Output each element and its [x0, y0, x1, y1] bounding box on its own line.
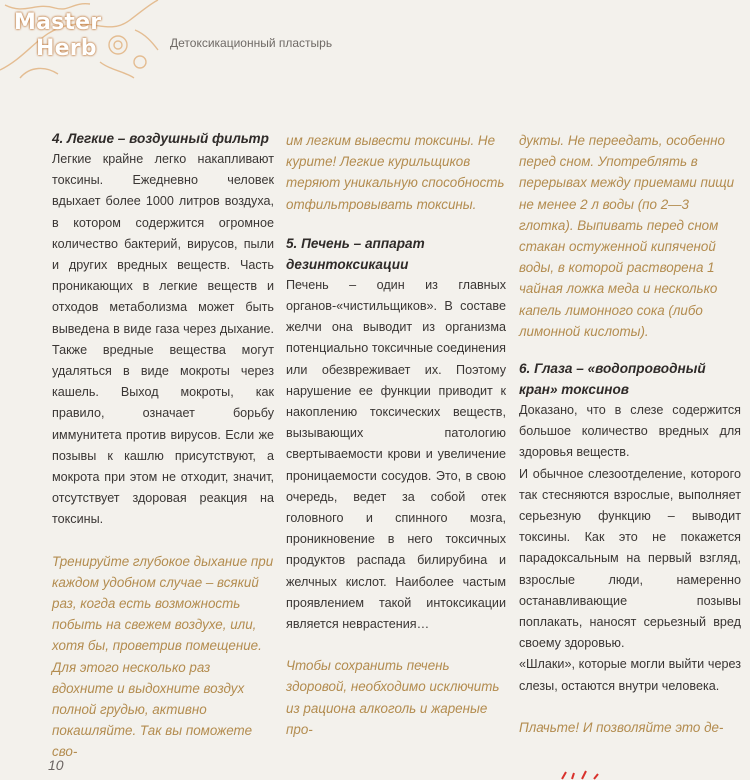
section-4-body: Легкие крайне легко накапливают токсины. Ежедневно человек вдыхает более 1000 литров воздуха, в котором содержится огромное количество бактерий, вирусов, пыли и других вредных веществ. Часть проникающих в легкие веществ и отходов метаболизма может быть выведена в виде газа через дыхание. Также вредные вещества могут удаляться в виде мокроты через кашель. Выход мокроты, как правило, означает борьбу иммунитета против вирусов. Если же позывы к кашлю присутствуют, а мокрота при этом не отходит, значит, отсутствует здоровая реакция на токсины. — [52, 152, 274, 527]
section-5-advice-continued: дукты. Не переедать, особенно перед сном. Употреблять в перерывах между приемами пищи не менее 2 л воды (по 2—3 глотка). Выпивать перед сном стакан остуженной кипяченой воды, в которой растворена 1 чайная ложка меда и несколько капель лимонного сока (либо лимонной кислоты). — [519, 133, 735, 339]
page-number: 10 — [48, 757, 64, 773]
section-4-heading: 4. Легкие – воздушный фильтр — [52, 131, 269, 146]
section-5-heading: 5. Печень – аппарат дезинтоксикации — [286, 235, 425, 272]
running-header: Детоксикационный пластырь — [170, 36, 333, 50]
section-5-advice: Чтобы сохранить печень здоровой, необходимо исключить из рациона алкоголь и жареные про- — [286, 658, 500, 737]
section-6-body-2: И обычное слезоотделение, которого так стесняются взрослые, выполняет серьезную функцию – выводит токсины. Как это не покажется парадоксальным на первый взгляд, взрослые люди, намеренно останавливающие позывы поплакать, наносят серьезный вред своему здоровью. — [519, 466, 741, 651]
section-6-body-3: «Шлаки», которые могли выйти через слезы, остаются внутри человека. — [519, 657, 741, 693]
section-6-advice: Плачьте! И позволяйте это де- — [519, 719, 724, 735]
section-4-advice-continued: им легким вывести токсины. Не курите! Легкие курильщиков теряют уникальную способность отфильтровывать токсины. — [286, 133, 505, 212]
red-print-mark-icon — [560, 770, 604, 780]
column-2 — [286, 130, 506, 740]
section-4-advice: Тренируйте глубокое дыхание при каждом удобном случае – всякий раз, когда есть возможность побыть на свежем воздухе, или, хотя бы, проветрив помещение. Для этого несколько раз вдохните и выдохните воздух полной грудью, активно покашляйте. Так вы поможете сво- — [52, 553, 274, 760]
brand-line-1: Master — [14, 10, 102, 35]
section-5-body: Печень – один из главных органов-«чистильщиков». В составе желчи она выводит из организма потенциально токсичные соединения или обезвреживает их. Поэтому нарушение ее функции приводит к накоплению токсических веществ, вызывающих патологию свертываемости крови и увеличение проницаемости сосудов. Это, в свою очередь, ведет за собой отек головного и спинного мозга, проникновение в него токсичных продуктов распада билирубина и желчных кислот. Наиболее частым проявлением такой интоксикации является неврастения… — [286, 277, 506, 632]
column-1 — [52, 128, 274, 763]
brand-logo — [14, 10, 101, 62]
brand-line-2: Herb — [36, 36, 97, 61]
column-3 — [519, 130, 741, 738]
section-6-body-1: Доказано, что в слезе содержится большое количество вредных для здоровья веществ. — [519, 403, 741, 460]
section-6-heading: 6. Глаза – «водопроводный кран» токсинов — [519, 361, 706, 398]
